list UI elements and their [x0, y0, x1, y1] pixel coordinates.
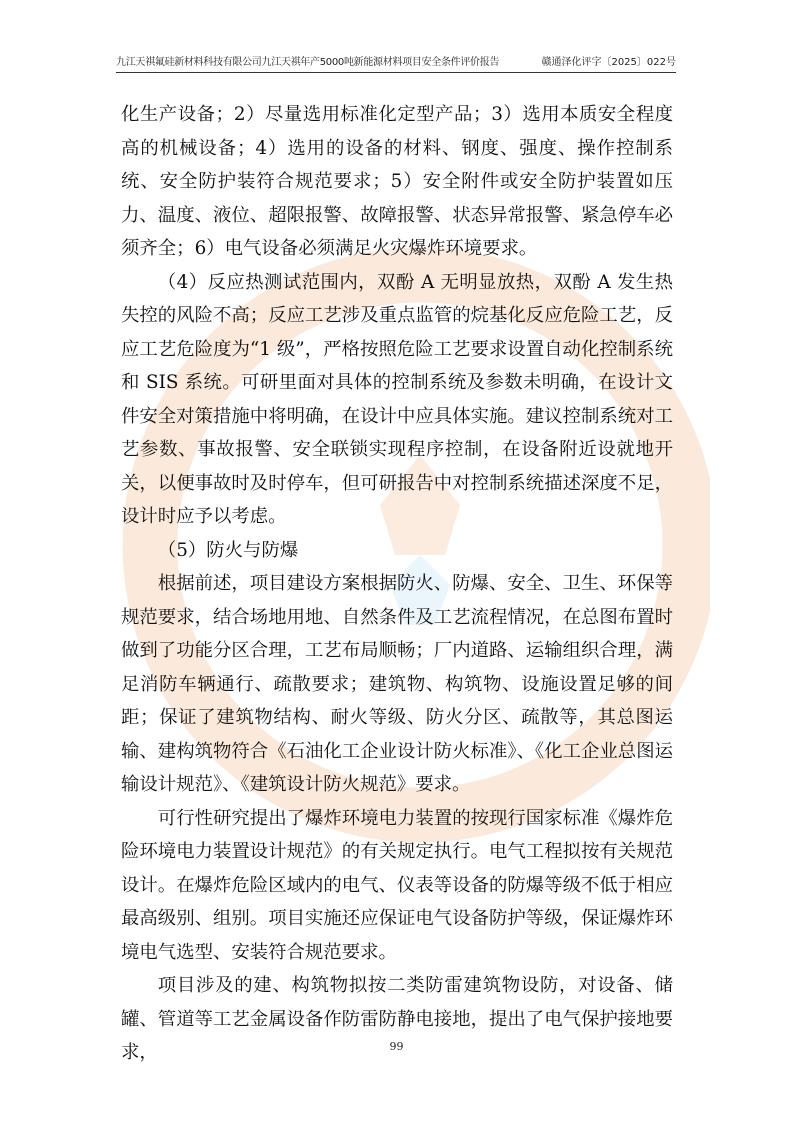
page-header	[116, 56, 676, 72]
paragraph-general-layout: 根据前述，项目建设方案根据防火、防爆、安全、卫生、环保等规范要求，结合场地用地、自然条件及工艺流程情况，在总图布置时做到了功能分区合理，工艺布局顺畅；厂内道路、运输组织合理，满足消防车辆通行、疏散要求；建筑物、构筑物、设施设置足够的间距；保证了建筑物结构、耐火等级、防火分区、疏散等，其总图运输、建构筑物符合《石油化工企业设计防火标准》、《化工企业总图运输设计规范》、《建筑设计防火规范》要求。	[121, 573, 673, 795]
header-report-number: 赣通泽化评字〔2025〕022号	[541, 57, 676, 68]
page-number: 99	[389, 1040, 404, 1053]
header-divider	[116, 72, 676, 73]
paragraph-lightning-protection: 项目涉及的建、构筑物拟按二类防雷建筑物设防，对设备、储罐、管道等工艺金属设备作防雷防静电接地，提出了电气保护接地要求，	[121, 975, 673, 1063]
section-heading-fire-explosion: （5）防火与防爆	[157, 539, 299, 561]
header-report-title: 九江天祺氟硅新材料科技有限公司九江天祺年产5000吨新能源材料项目安全条件评价报告	[116, 57, 500, 68]
paragraph-equipment-requirements: 化生产设备；2）尽量选用标准化定型产品；3）选用本质安全程度高的机械设备；4）选用的设备的材料、钢度、强度、操作控制系统、安全防护装符合规范要求；5）安全附件或安全防护装置如压力、温度、液位、超限报警、故障报警、状态异常报警、紧急停车必须齐全；6）电气设备必须满足火灾爆炸环境要求。	[121, 104, 673, 259]
paragraph-explosion-electrical: 可行性研究提出了爆炸环境电力装置的按现行国家标准《爆炸危险环境电力装置设计规范》的有关规定执行。电气工程拟按有关规范设计。在爆炸危险区域内的电气、仪表等设备的防爆等级不低于相应最高级别、组别。项目实施还应保证电气设备防护等级，保证爆炸环境电气选型、安装符合规范要求。	[121, 807, 673, 963]
paragraph-reaction-heat-test: （4）反应热测试范围内，双酚 A 无明显放热，双酚 A 发生热失控的风险不高；反应工艺涉及重点监管的烷基化反应危险工艺，反应工艺危险度为“1 级”，严格按照危险工艺要求设置自动化控制系统和 SIS 系统。可研里面对具体的控制系统及参数未明确，在设计文件安全对策措施中将明确，在设计中应具体实施。建议控制系统对工艺参数、事故报警、安全联锁实现程序控制，在设备附近设就地开关，以便事故时及时停车，但可研报告中对控制系统描述深度不足，设计时应予以考虑。	[121, 271, 673, 527]
body-text	[121, 98, 673, 1070]
